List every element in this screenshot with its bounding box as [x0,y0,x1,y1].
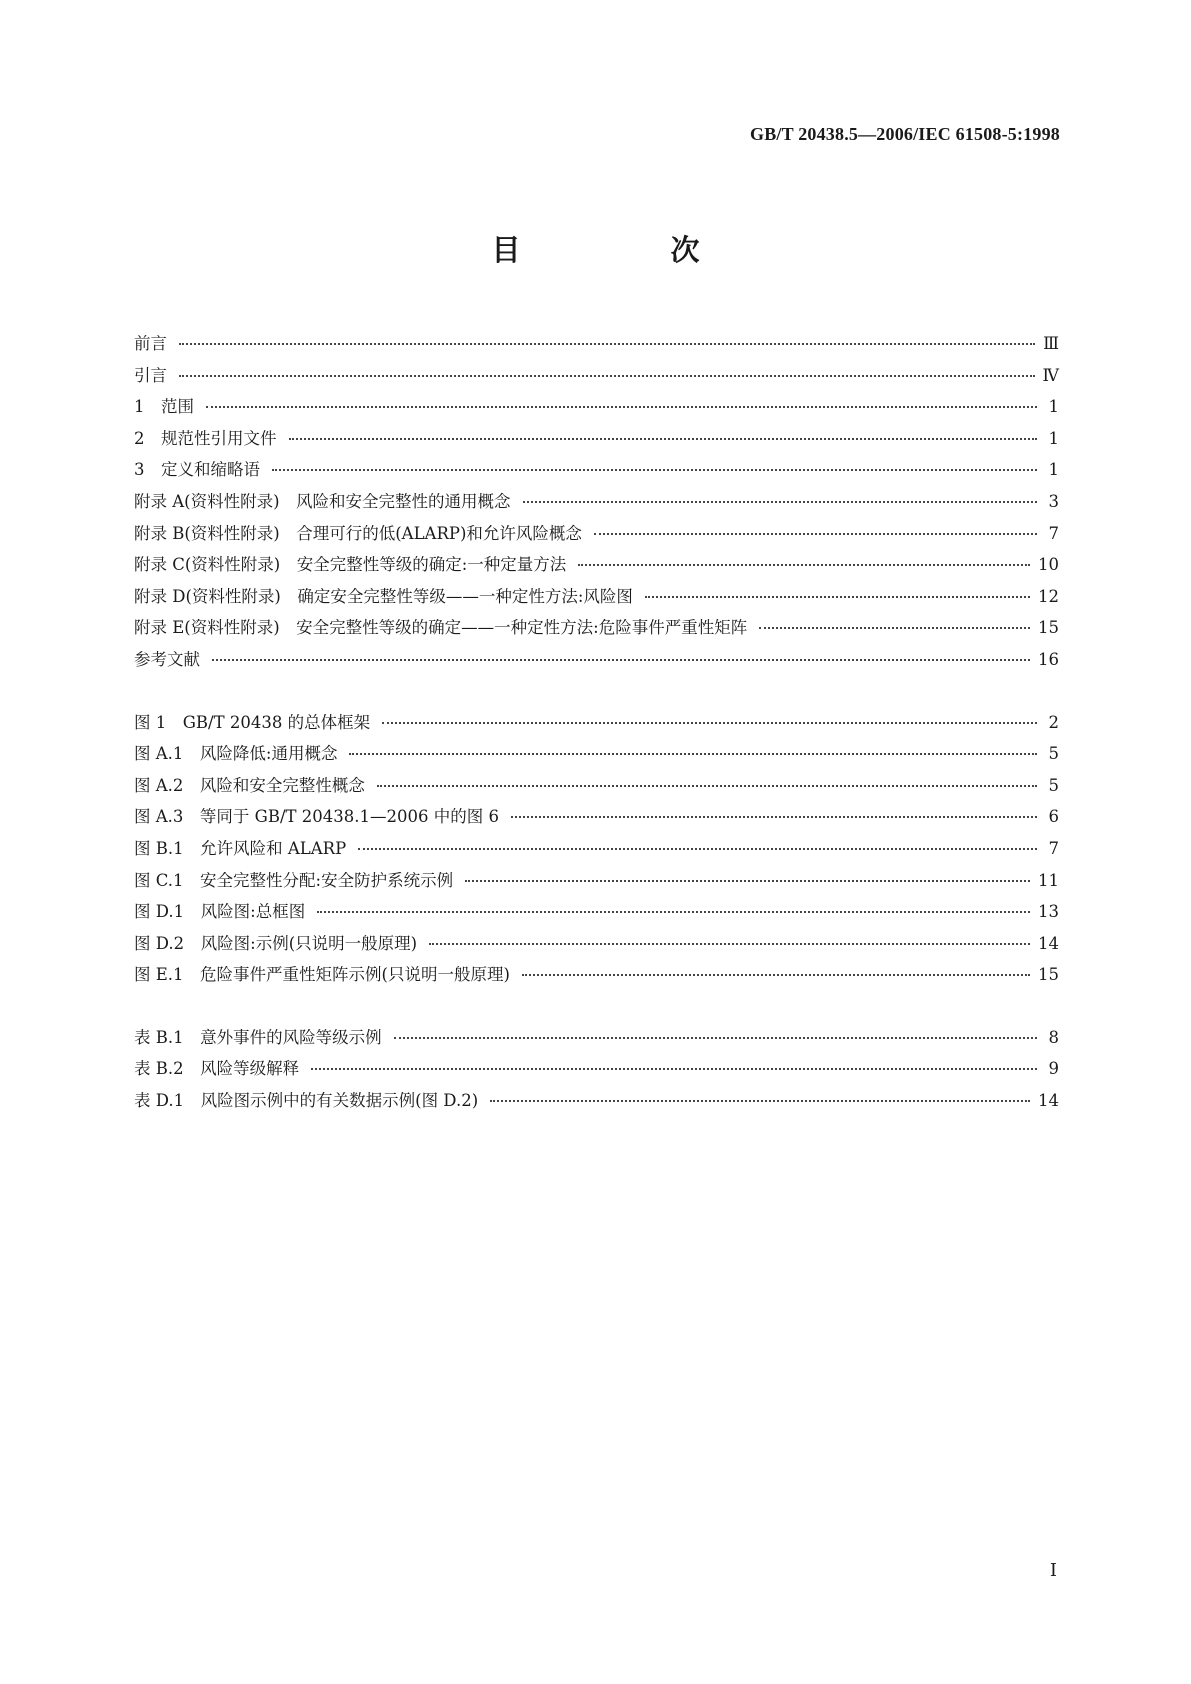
toc-entry[interactable] [134,803,1059,835]
toc-entry-page: 10 [1038,555,1059,575]
toc-entry[interactable] [134,425,1059,457]
toc-entry-label: 图 C.1 安全完整性分配:安全防护系统示例 [134,870,454,890]
toc-leader-dots [377,785,1037,787]
toc-entry-label: 图 D.1 风险图:总框图 [134,902,306,922]
toc-leader-dots [511,816,1037,818]
toc-entry-label: 图 A.1 风险降低:通用概念 [134,744,338,764]
toc-entry-page: 7 [1048,838,1059,858]
toc-entry-page: 3 [1048,491,1059,511]
toc-entry-label: 图 A.2 风险和安全完整性概念 [134,775,365,795]
toc-entry-label: 附录 D(资料性附录) 确定安全完整性等级——一种定性方法:风险图 [134,586,633,606]
toc-entry-page: 1 [1048,397,1059,417]
toc-title: 目 次 [491,233,770,267]
toc-figures [134,709,1059,993]
toc-leader-dots [522,974,1030,976]
toc-leader-dots [578,564,1030,566]
toc-entry-page: 5 [1048,744,1059,764]
toc-entry-page: 6 [1048,807,1059,827]
toc-leader-dots [523,501,1037,503]
toc-entry[interactable] [134,393,1059,425]
toc-entry-label: 3 定义和缩略语 [134,460,260,480]
toc-entry-label: 表 B.2 风险等级解释 [134,1059,300,1079]
toc-leader-dots [429,943,1030,945]
toc-entry-label: 引言 [134,365,167,385]
toc-entry-label: 图 1 GB/T 20438 的总体框架 [134,712,371,732]
toc-entry[interactable] [134,1087,1059,1119]
toc-entry-label: 图 B.1 允许风险和 ALARP [134,838,347,858]
toc-entry[interactable] [134,709,1059,741]
toc-leader-dots [289,438,1038,440]
toc-entry-page: 8 [1048,1027,1059,1047]
toc-entry[interactable] [134,1055,1059,1087]
toc-leader-dots [206,406,1037,408]
toc-leader-dots [179,343,1035,345]
toc-entry-page: Ⅳ [1042,365,1059,385]
toc-sections [134,330,1059,678]
toc-entry-page: 9 [1048,1059,1059,1079]
toc-entry-label: 1 范围 [134,397,194,417]
toc-entry-page: 14 [1038,933,1059,953]
toc-entry-page: 1 [1048,428,1059,448]
toc-entry[interactable] [134,362,1059,394]
toc-entry-label: 前言 [134,334,167,353]
toc-entry-page: 2 [1048,712,1059,732]
toc-entry[interactable] [134,583,1059,615]
toc-entry-label: 表 B.1 意外事件的风险等级示例 [134,1027,382,1047]
toc-entry[interactable] [134,772,1059,804]
toc-entry-page: 5 [1048,775,1059,795]
toc-entry-label: 附录 C(资料性附录) 安全完整性等级的确定:一种定量方法 [134,555,567,575]
toc-entry[interactable] [134,456,1059,488]
toc-entry-page: 11 [1038,870,1059,890]
toc-leader-dots [349,753,1037,755]
toc-entry-label: 2 规范性引用文件 [134,428,277,448]
toc-tables [134,1024,1059,1119]
toc-entry[interactable] [134,898,1059,930]
toc-leader-dots [272,469,1037,471]
toc-entry[interactable] [134,488,1059,520]
page-number: Ⅰ [1049,1560,1057,1580]
toc-entry[interactable] [134,835,1059,867]
toc-entry-page: 13 [1038,902,1059,922]
toc-leader-dots [645,596,1030,598]
toc-entry[interactable] [134,551,1059,583]
toc-leader-dots [212,659,1030,661]
toc-leader-dots [394,1037,1037,1039]
document-code: GB/T 20438.5—2006/IEC 61508-5:1998 [750,124,1060,144]
toc-entry-label: 图 A.3 等同于 GB/T 20438.1—2006 中的图 6 [134,807,499,827]
toc-entry-label: 附录 E(资料性附录) 安全完整性等级的确定——一种定性方法:危险事件严重性矩阵 [134,618,748,638]
toc-leader-dots [311,1068,1037,1070]
toc-entry[interactable] [134,646,1059,678]
toc-leader-dots [317,911,1030,913]
toc-entry-page: 1 [1048,460,1059,480]
toc-entry-label: 参考文献 [134,649,200,669]
table-of-contents [134,330,1059,1119]
toc-entry-page: 15 [1038,965,1059,985]
toc-leader-dots [490,1100,1030,1102]
toc-entry-page: 14 [1038,1091,1059,1111]
toc-entry-label: 图 E.1 危险事件严重性矩阵示例(只说明一般原理) [134,965,510,985]
toc-leader-dots [465,880,1030,882]
toc-entry-page: Ⅲ [1043,334,1059,353]
toc-entry-page: 15 [1038,618,1059,638]
toc-entry-page: 16 [1038,649,1059,669]
toc-entry-label: 附录 B(资料性附录) 合理可行的低(ALARP)和允许风险概念 [134,523,582,543]
toc-entry[interactable] [134,1024,1059,1056]
toc-entry[interactable] [134,930,1059,962]
toc-entry[interactable] [134,740,1059,772]
toc-leader-dots [358,848,1037,850]
toc-leader-dots [382,722,1037,724]
toc-leader-dots [759,627,1030,629]
toc-entry-page: 7 [1048,523,1059,543]
toc-leader-dots [594,533,1037,535]
toc-entry[interactable] [134,520,1059,552]
toc-entry-label: 表 D.1 风险图示例中的有关数据示例(图 D.2) [134,1091,479,1111]
toc-entry[interactable] [134,614,1059,646]
toc-entry[interactable] [134,961,1059,993]
toc-entry-page: 12 [1038,586,1059,606]
toc-entry-label: 附录 A(资料性附录) 风险和安全完整性的通用概念 [134,491,511,511]
toc-entry[interactable] [134,330,1059,362]
toc-entry-label: 图 D.2 风险图:示例(只说明一般原理) [134,933,418,953]
toc-leader-dots [179,375,1035,377]
toc-entry[interactable] [134,867,1059,899]
